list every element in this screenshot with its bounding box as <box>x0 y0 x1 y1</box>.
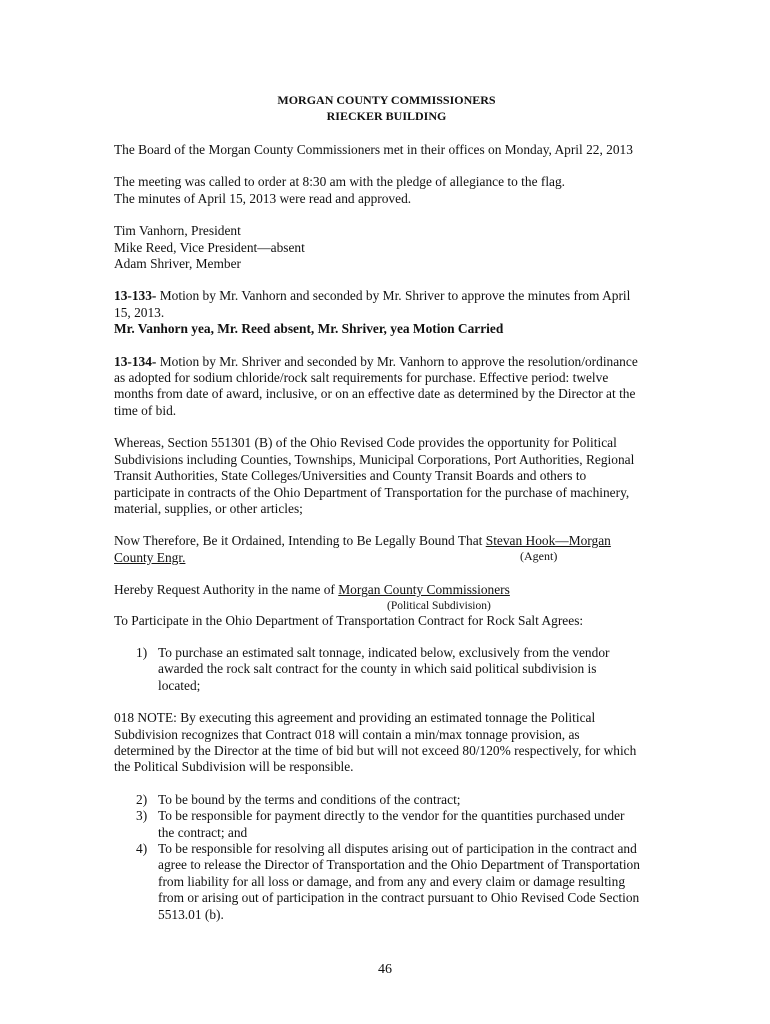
ordained-lead: Now Therefore, Be it Ordained, Intending to Be Legally Bound That <box>114 533 486 549</box>
member-list <box>114 223 659 272</box>
motion-134-line-2: as adopted for sodium chloride/rock salt requirements for purchase. Effective period: twelve <box>114 370 609 386</box>
list-item <box>114 841 659 923</box>
list-item-line: To purchase an estimated salt tonnage, indicated below, exclusively from the vendor <box>158 644 610 660</box>
heading <box>114 92 659 124</box>
whereas-line: Subdivisions including Counties, Townships, Municipal Corporations, Port Authorities, Regional <box>114 451 635 467</box>
political-subdivision-label: (Political Subdivision) <box>387 599 491 612</box>
heading-line-1: MORGAN COUNTY COMMISSIONERS <box>277 93 496 107</box>
ordained-paragraph <box>114 533 659 566</box>
motion-134-number: 13-134- <box>114 353 157 369</box>
agent-label: (Agent) <box>520 549 558 563</box>
note-line: 018 NOTE: By executing this agreement and providing an estimated tonnage the Political <box>114 710 596 726</box>
meeting-paragraph <box>114 174 659 207</box>
whereas-line: material, supplies, or other articles; <box>114 500 303 516</box>
motion-133-vote: Mr. Vanhorn yea, Mr. Reed absent, Mr. Shriver, yea Motion Carried <box>114 321 504 337</box>
participate-line: To Participate in the Ohio Department of Transportation Contract for Rock Salt Agrees: <box>114 612 584 628</box>
heading-line-2: RIECKER BUILDING <box>326 109 447 123</box>
authority-paragraph <box>114 582 659 629</box>
list-item-line: from or arising out of participation in the contract pursuant to Ohio Revised Code Section <box>158 890 640 906</box>
note-line: the Political Subdivision will be responsible. <box>114 759 354 775</box>
list-item-line: agree to release the Director of Transportation and the Ohio Department of Transportation <box>158 857 640 873</box>
document-page <box>114 92 659 923</box>
motion-134-line-3: months from date of award, inclusive, or on an effective date as determined by the Director at the <box>114 386 636 402</box>
list-item-line: the contract; and <box>158 824 248 840</box>
list-item-number: 4) <box>136 841 148 856</box>
motion-13-134 <box>114 354 659 420</box>
motion-133-text: Motion by Mr. Vanhorn and seconded by Mr. Shriver to approve the minutes from April <box>156 288 631 304</box>
member-vice-president: Mike Reed, Vice President—absent <box>114 239 305 255</box>
member-member: Adam Shriver, Member <box>114 256 242 272</box>
list-item-number: 2) <box>136 791 148 807</box>
list-item-line: To be bound by the terms and conditions of the contract; <box>158 791 461 807</box>
list-item-line: awarded the rock salt contract for the county in which said political subdivision is <box>158 661 597 677</box>
whereas-paragraph <box>114 435 659 517</box>
meeting-line-1: The meeting was called to order at 8:30 am with the pledge of allegiance to the flag. <box>114 174 566 190</box>
note-line: determined by the Director at the time of bid but will not exceed 80/120% respectively, for which <box>114 742 637 758</box>
motion-133-number: 13-133- <box>114 288 157 304</box>
whereas-line: Whereas, Section 551301 (B) of the Ohio Revised Code provides the opportunity for Political <box>114 435 617 451</box>
whereas-line: participate in contracts of the Ohio Department of Transportation for the purchase of machinery, <box>114 484 630 500</box>
list-item <box>114 808 659 841</box>
agent-name: Stevan Hook—Morgan <box>485 533 611 549</box>
motion-13-133 <box>114 288 659 337</box>
political-subdivision-name: Morgan County Commissioners <box>338 582 510 598</box>
whereas-line: Transit Authorities, State Colleges/Universities and County Transit Boards and others to <box>114 468 587 484</box>
intro-paragraph: The Board of the Morgan County Commissioners met in their offices on Monday, April 22, 2013 <box>114 142 633 157</box>
meeting-line-2: The minutes of April 15, 2013 were read and approved. <box>114 190 412 206</box>
authority-lead: Hereby Request Authority in the name of <box>114 582 339 598</box>
note-paragraph <box>114 710 659 776</box>
list-item-line: 5513.01 (b). <box>158 906 224 922</box>
list-item-number: 3) <box>136 808 148 824</box>
list-item <box>114 792 659 808</box>
list-item-number: 1) <box>136 644 148 660</box>
motion-133-text-cont: 15, 2013. <box>114 304 165 320</box>
numbered-list <box>114 792 659 923</box>
list-item <box>114 645 659 694</box>
page-number: 46 <box>378 962 392 977</box>
list-item-line: To be responsible for payment directly to the vendor for the quantities purchased under <box>158 808 625 824</box>
member-president: Tim Vanhorn, President <box>114 223 241 239</box>
motion-134-line-1: Motion by Mr. Shriver and seconded by Mr. Vanhorn to approve the resolution/ordinance <box>156 353 638 369</box>
note-line: Subdivision recognizes that Contract 018 will contain a min/max tonnage provision, as <box>114 726 580 742</box>
list-item-line: located; <box>158 677 201 693</box>
motion-134-line-4: time of bid. <box>114 402 177 418</box>
list-item-line: To be responsible for resolving all disputes arising out of participation in the contract and <box>158 841 637 856</box>
list-item-line: from liability for all loss or damage, and from any and every claim or damage resulting <box>158 873 626 889</box>
agent-title: County Engr. <box>114 549 186 565</box>
